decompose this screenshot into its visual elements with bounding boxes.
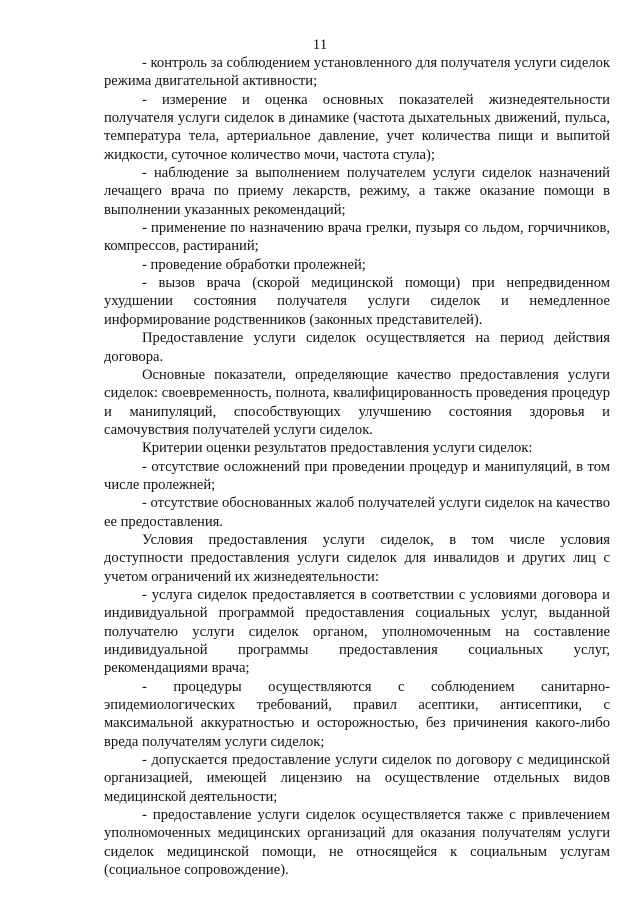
paragraph: - процедуры осуществляются с соблюдением санитарно-эпидемиологических требований, правил асептики, антисептики, с максимальной аккуратностью и осторожностью, без причинения какого-либо вреда получателям услуги сиделок; (104, 678, 610, 750)
paragraph: - предоставление услуги сиделок осуществляется также с привлечением уполномоченных медицинских организаций для оказания получателям услуги сиделок медицинской помощи, не относящейся к социальным услугам (социальное сопровождение). (104, 807, 610, 879)
paragraph: - наблюдение за выполнением получателем услуги сиделок назначений лечащего врача по приему лекарств, режиму, а также оказание помощи в выполнении указанных рекомендаций; (104, 165, 610, 218)
paragraph: Предоставление услуги сиделок осуществляется на период действия договора. (104, 330, 610, 365)
paragraph: - вызов врача (скорой медицинской помощи) при непредвиденном ухудшении состояния получателя услуги сиделок и немедленное информирование родственников (законных представителей). (104, 275, 610, 328)
paragraph: - измерение и оценка основных показателей жизнедеятельности получателя услуги сиделок в динамике (частота дыхательных движений, пульса, температура тела, артериальное давление, учет количества пищи и выпитой жидкости, суточное количество мочи, частота стула); (104, 91, 610, 163)
paragraph: - применение по назначению врача грелки, пузыря со льдом, горчичников, компрессов, растираний; (104, 220, 610, 255)
paragraph: Основные показатели, определяющие качество предоставления услуги сиделок: своевременность, полнота, квалифицированность проведения процедур и манипуляций, способствующих улучшению состояния здоровья и самочувствия получателей услуги сиделок. (104, 366, 610, 438)
document-body (104, 54, 610, 879)
paragraph: - проведение обработки пролежней; (142, 256, 366, 273)
page-number: 11 (312, 37, 328, 53)
paragraph: - отсутствие обоснованных жалоб получателей услуги сиделок на качество ее предоставления. (104, 495, 610, 530)
paragraph: Критерии оценки результатов предоставления услуги сиделок: (142, 440, 533, 457)
paragraph: - контроль за соблюдением установленного для получателя услуги сиделок режима двигательной активности; (104, 55, 610, 90)
paragraph: - услуга сиделок предоставляется в соответствии с условиями договора и индивидуальной программой предоставления социальных услуг, выданной получателю услуги сиделок органом, уполномоченным на составление индивидуальной программы предоставления социальных услуг, рекомендациями врача; (104, 586, 610, 677)
paragraph: - допускается предоставление услуги сиделок по договору с медицинской организацией, имеющей лицензию на осуществление отдельных видов медицинской деятельности; (104, 752, 610, 805)
paragraph: - отсутствие осложнений при проведении процедур и манипуляций, в том числе пролежней; (104, 458, 610, 493)
paragraph: Условия предоставления услуги сиделок, в том числе условия доступности предоставления услуги сиделок для инвалидов и других лиц с учетом ограничений их жизнедеятельности: (104, 531, 610, 585)
